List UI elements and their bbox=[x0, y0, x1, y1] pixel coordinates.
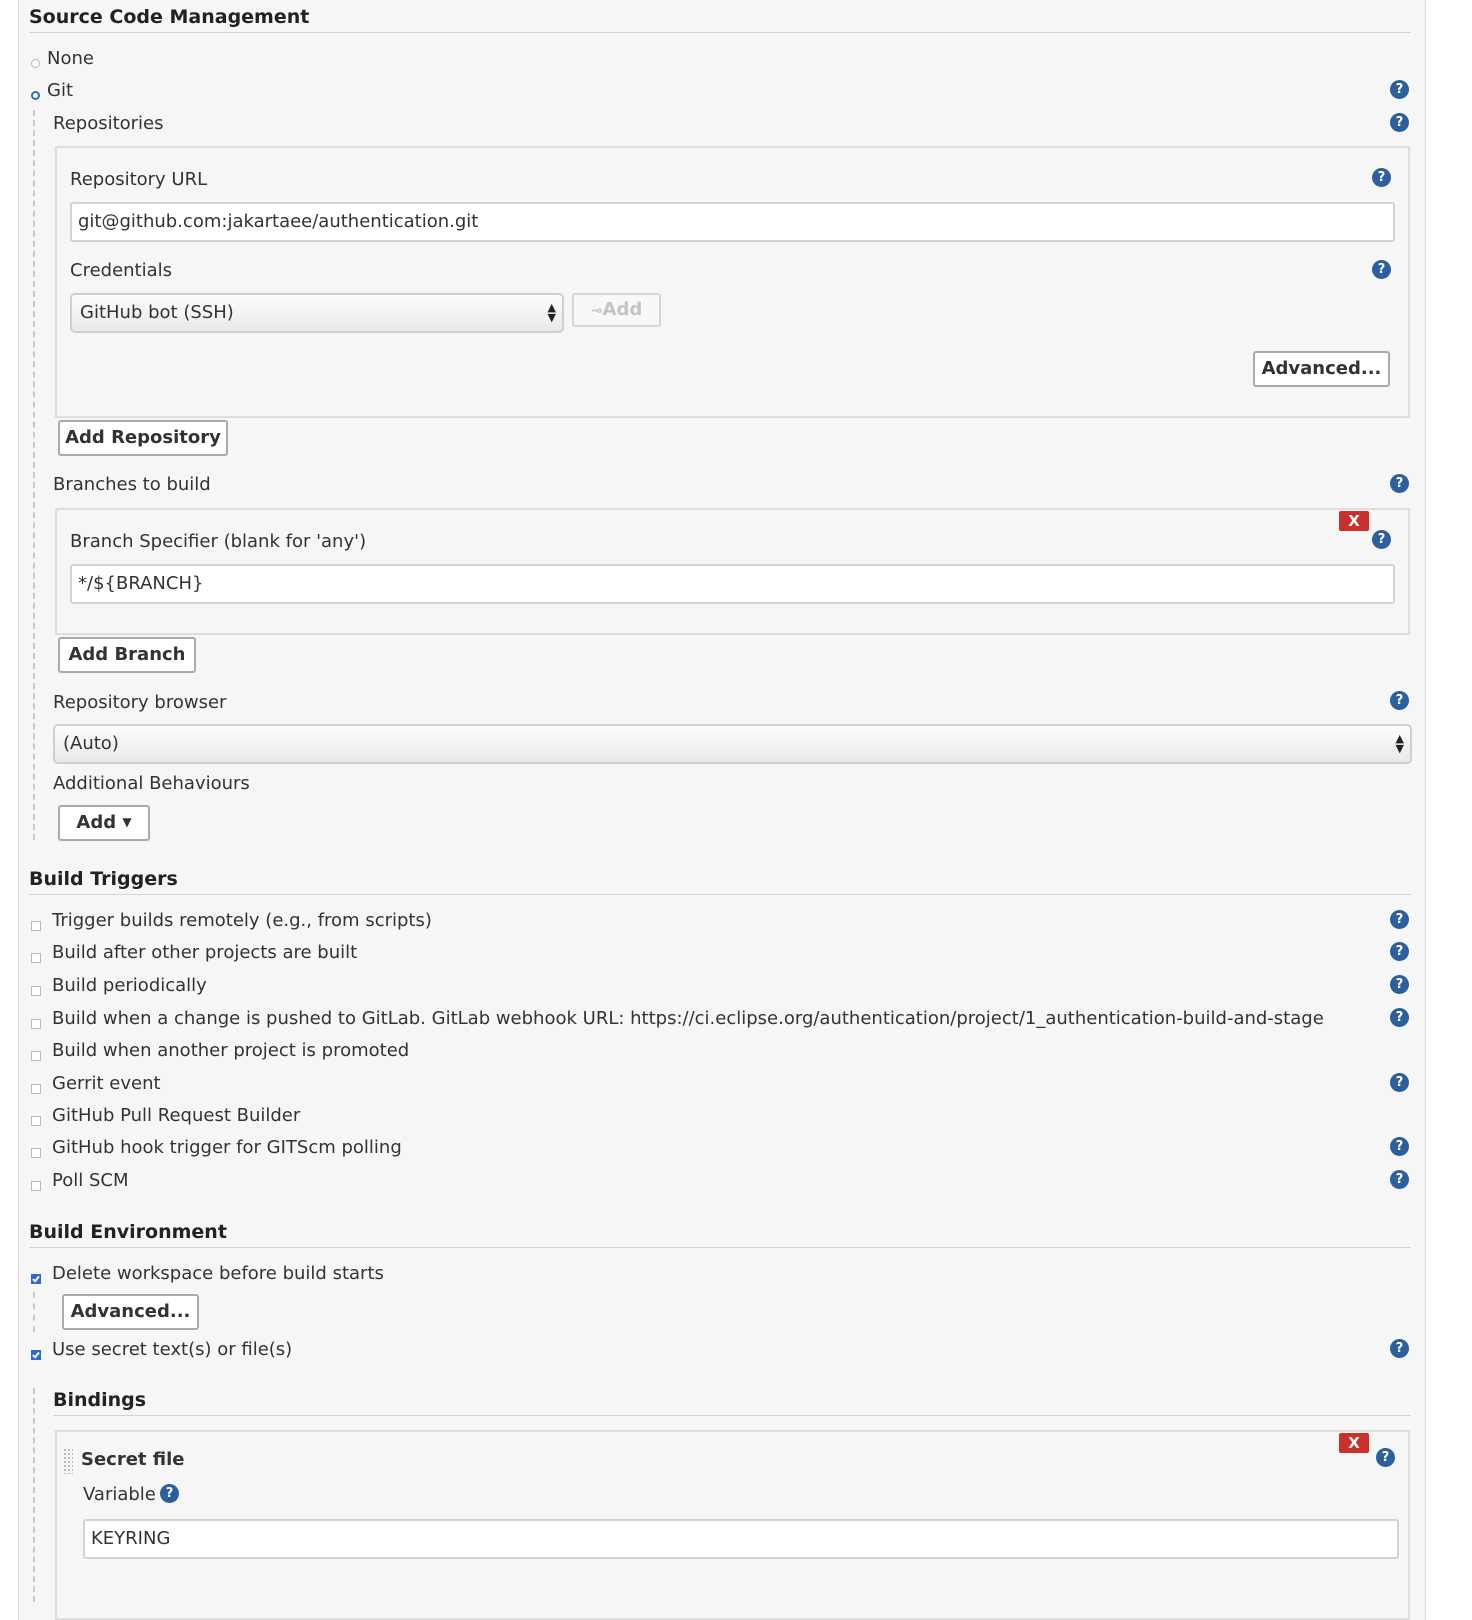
add-behaviour-button[interactable] bbox=[58, 805, 150, 841]
repo-browser-select[interactable] bbox=[53, 724, 1412, 764]
trigger-label: Build when another project is promoted bbox=[52, 1040, 410, 1061]
scm-radio-none[interactable] bbox=[31, 59, 40, 68]
trigger-label: Poll SCM bbox=[52, 1170, 129, 1191]
delete-binding-icon[interactable]: X bbox=[1339, 1433, 1369, 1453]
repo-url-label: Repository URL bbox=[70, 169, 208, 190]
trigger-label: Build periodically bbox=[52, 975, 207, 996]
trigger-label: Build after other projects are built bbox=[52, 942, 358, 963]
repo-advanced-button[interactable]: Advanced... bbox=[1253, 351, 1390, 387]
help-icon[interactable]: ? bbox=[1372, 168, 1391, 187]
help-icon[interactable]: ? bbox=[1390, 80, 1409, 99]
scm-option-none-label: None bbox=[47, 48, 94, 69]
trigger-label: GitHub Pull Request Builder bbox=[52, 1105, 301, 1126]
variable-input[interactable]: KEYRING bbox=[83, 1519, 1399, 1559]
help-icon[interactable]: ? bbox=[1376, 1448, 1395, 1467]
scm-section-title: Source Code Management bbox=[29, 6, 310, 28]
git-section-guide bbox=[33, 110, 35, 840]
use-secret-checkbox[interactable] bbox=[31, 1350, 41, 1360]
environment-section-title: Build Environment bbox=[29, 1221, 227, 1243]
credentials-add-button[interactable] bbox=[572, 293, 661, 327]
delete-branch-icon[interactable]: X bbox=[1339, 511, 1369, 531]
delete-workspace-guide bbox=[33, 1292, 35, 1332]
triggers-section-divider bbox=[29, 894, 1411, 895]
credentials-add-label: Add bbox=[602, 299, 643, 320]
key-icon: ⊸ bbox=[590, 303, 603, 319]
scm-section-divider bbox=[29, 32, 1411, 33]
trigger-label: Build when a change is pushed to GitLab. GitLab webhook URL: https://ci.eclipse.org/authentication/project/1_authentication-build-and-stage bbox=[52, 1008, 1324, 1029]
trigger-checkbox[interactable] bbox=[31, 921, 41, 931]
credentials-label: Credentials bbox=[70, 260, 173, 281]
repo-browser-select-value: (Auto) bbox=[63, 733, 119, 754]
trigger-label: GitHub hook trigger for GITScm polling bbox=[52, 1137, 402, 1158]
help-icon[interactable]: ? bbox=[160, 1484, 179, 1503]
delete-workspace-label: Delete workspace before build starts bbox=[52, 1263, 384, 1284]
add-branch-button[interactable]: Add Branch bbox=[58, 637, 196, 673]
help-icon[interactable]: ? bbox=[1390, 474, 1409, 493]
bindings-title: Bindings bbox=[53, 1389, 147, 1411]
trigger-checkbox[interactable] bbox=[31, 1084, 41, 1094]
additional-behaviours-label: Additional Behaviours bbox=[53, 773, 250, 794]
select-arrows-icon: ▲ ▼ bbox=[547, 301, 556, 324]
trigger-checkbox[interactable] bbox=[31, 1148, 41, 1158]
trigger-checkbox[interactable] bbox=[31, 953, 41, 963]
add-behaviour-label: Add bbox=[76, 812, 117, 833]
trigger-checkbox[interactable] bbox=[31, 1019, 41, 1029]
variable-label: Variable bbox=[83, 1484, 156, 1505]
branches-label: Branches to build bbox=[53, 474, 211, 495]
repository-box bbox=[55, 146, 1410, 418]
branch-specifier-input[interactable]: */${BRANCH} bbox=[70, 564, 1395, 604]
trigger-checkbox[interactable] bbox=[31, 1051, 41, 1061]
select-arrows-icon: ▲ ▼ bbox=[1395, 732, 1404, 755]
trigger-label: Gerrit event bbox=[52, 1073, 161, 1094]
repo-url-input[interactable]: git@github.com:jakartaee/authentication.git bbox=[70, 202, 1395, 242]
branch-specifier-label: Branch Specifier (blank for 'any') bbox=[70, 531, 367, 552]
credentials-select[interactable] bbox=[70, 293, 564, 333]
trigger-label: Trigger builds remotely (e.g., from scripts) bbox=[52, 910, 432, 931]
use-secret-label: Use secret text(s) or file(s) bbox=[52, 1339, 293, 1360]
help-icon[interactable]: ? bbox=[1390, 113, 1409, 132]
environment-section-divider bbox=[29, 1247, 1411, 1248]
repo-browser-label: Repository browser bbox=[53, 692, 227, 713]
help-icon[interactable]: ? bbox=[1390, 691, 1409, 710]
secret-file-title: Secret file bbox=[81, 1449, 185, 1470]
help-icon[interactable]: ? bbox=[1390, 1339, 1409, 1358]
scm-option-git-label: Git bbox=[47, 80, 74, 101]
help-icon[interactable]: ? bbox=[1390, 1137, 1409, 1156]
help-icon[interactable]: ? bbox=[1390, 1008, 1409, 1027]
trigger-checkbox[interactable] bbox=[31, 986, 41, 996]
trigger-checkbox[interactable] bbox=[31, 1181, 41, 1191]
credentials-select-value: GitHub bot (SSH) bbox=[80, 302, 234, 323]
bindings-divider bbox=[53, 1415, 1411, 1416]
help-icon[interactable]: ? bbox=[1390, 975, 1409, 994]
help-icon[interactable]: ? bbox=[1390, 942, 1409, 961]
scm-radio-git[interactable] bbox=[31, 91, 40, 100]
caret-down-icon: ▼ bbox=[122, 815, 132, 829]
delete-workspace-checkbox[interactable] bbox=[31, 1274, 41, 1284]
drag-handle-icon[interactable] bbox=[63, 1448, 73, 1474]
help-icon[interactable]: ? bbox=[1390, 910, 1409, 929]
delete-workspace-advanced-button[interactable]: Advanced... bbox=[62, 1294, 199, 1330]
help-icon[interactable]: ? bbox=[1390, 1170, 1409, 1189]
secret-section-guide bbox=[33, 1388, 35, 1602]
add-repository-button[interactable]: Add Repository bbox=[58, 420, 228, 456]
triggers-section-title: Build Triggers bbox=[29, 868, 178, 890]
help-icon[interactable]: ? bbox=[1390, 1073, 1409, 1092]
trigger-checkbox[interactable] bbox=[31, 1116, 41, 1126]
help-icon[interactable]: ? bbox=[1372, 260, 1391, 279]
help-icon[interactable]: ? bbox=[1372, 530, 1391, 549]
repositories-label: Repositories bbox=[53, 113, 164, 134]
